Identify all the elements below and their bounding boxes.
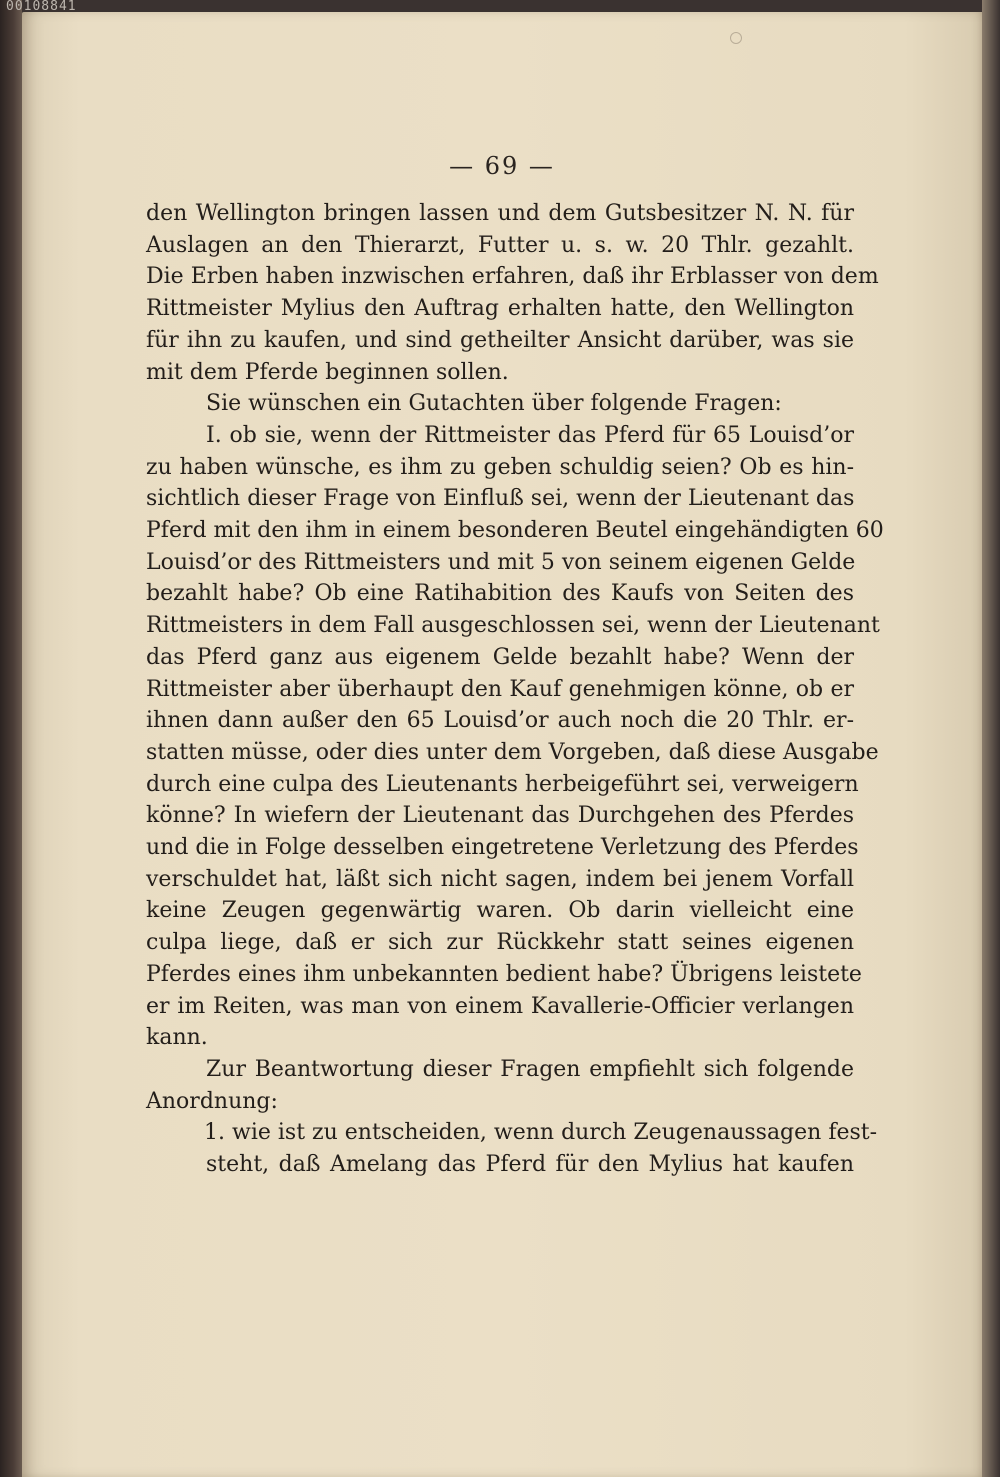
text-line: Rittmeisters in dem Fall ausgeschlossen sei, wenn der Lieutenant (146, 613, 880, 639)
text-line: mit dem Pferde beginnen sollen. (146, 359, 509, 385)
body-text (146, 198, 884, 1181)
text-line: Pferd mit den ihm in einem besonderen Beutel eingehändigten 60 (146, 518, 884, 544)
text-line: I. ob sie, wenn der Rittmeister das Pferd für 65 Louisd’or (206, 422, 854, 448)
text-line: keine Zeugen gegenwärtig waren. Ob darin vielleicht eine (146, 898, 854, 924)
text-line: den Wellington bringen lassen und dem Gutsbesitzer N. N. für (146, 201, 854, 226)
text-line: 1. wie ist zu entscheiden, wenn durch Zeugenaussagen fest- (204, 1120, 878, 1146)
scan-identifier: 00108841 (6, 0, 77, 14)
text-line: und die in Folge desselben eingetretene Verletzung des Pferdes (146, 835, 859, 861)
text-line: Auslagen an den Thierarzt, Futter u. s. w. 20 Thlr. gezahlt. (146, 232, 854, 258)
text-line: Rittmeister aber überhaupt den Kauf genehmigen könne, ob er (146, 676, 854, 702)
text-line: Die Erben haben inzwischen erfahren, daß ihr Erblasser von dem (146, 264, 879, 290)
text-line: Anordnung: (146, 1088, 278, 1114)
text-line: er im Reiten, was man von einem Kavallerie-Officier verlangen (146, 993, 854, 1019)
page-right-edge (982, 0, 1000, 1477)
text-line: das Pferd ganz aus eigenem Gelde bezahlt habe? Wenn der (146, 644, 854, 670)
text-line: zu haben wünsche, es ihm zu geben schuldig seien? Ob es hin- (146, 454, 854, 480)
text-line: bezahlt habe? Ob eine Ratihabition des Kaufs von Seiten des (146, 581, 854, 607)
text-line: statten müsse, oder dies unter dem Vorgeben, daß diese Ausgabe (146, 739, 879, 765)
text-line: ihnen dann außer den 65 Louisd’or auch noch die 20 Thlr. er- (146, 708, 854, 734)
text-line: Zur Beantwortung dieser Fragen empfiehlt sich folgende (206, 1056, 854, 1082)
text-line: könne? In wiefern der Lieutenant das Durchgehen des Pferdes (146, 803, 854, 829)
paper-blemish (730, 32, 742, 44)
text-line: durch eine culpa des Lieutenants herbeigeführt sei, verweigern (146, 771, 859, 797)
text-line: Pferdes eines ihm unbekannten bedient habe? Übrigens leistete (146, 961, 862, 987)
text-line: Louisd’or des Rittmeisters und mit 5 von seinem eigenen Gelde (146, 549, 856, 575)
text-line: Rittmeister Mylius den Auftrag erhalten hatte, den Wellington (146, 296, 854, 322)
page-number: — 69 — (449, 152, 555, 180)
text-line: sichtlich dieser Frage von Einfluß sei, wenn der Lieutenant das (146, 486, 855, 512)
text-line: steht, daß Amelang das Pferd für den Mylius hat kaufen (206, 1152, 854, 1178)
book-spine-edge (0, 0, 22, 1477)
text-line: culpa liege, daß er sich zur Rückkehr statt seines eigenen (146, 930, 854, 956)
text-line: verschuldet hat, läßt sich nicht sagen, indem bei jenem Vorfall (146, 866, 854, 892)
text-line: für ihn zu kaufen, und sind getheilter Ansicht darüber, was sie (146, 327, 854, 353)
text-line: Sie wünschen ein Gutachten über folgende Fragen: (206, 391, 782, 417)
text-line: kann. (146, 1025, 208, 1051)
book-page (22, 12, 982, 1477)
